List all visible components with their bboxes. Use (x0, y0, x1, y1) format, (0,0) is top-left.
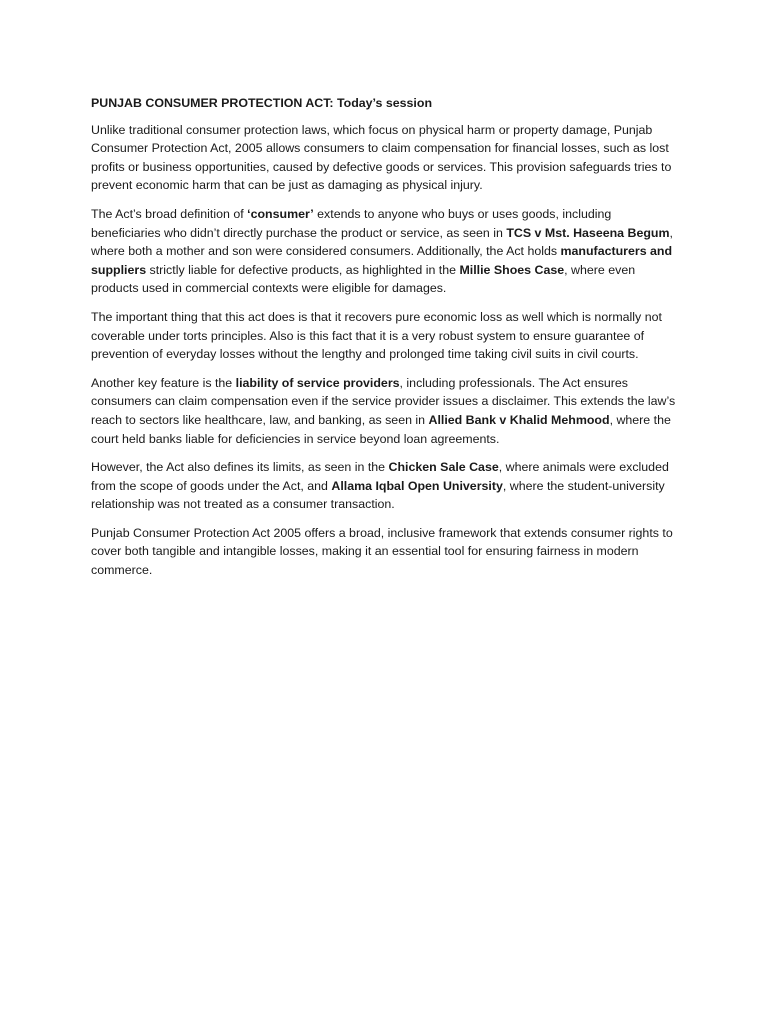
paragraph-6: Punjab Consumer Protection Act 2005 offers a broad, inclusive framework that extends consumer rights to cover both tangible and intangible losses, making it an essential tool for ensuring fairness in modern commerce. (91, 525, 673, 578)
paragraph-4-text-3: , where the court held banks liable for deficiencies in service beyond loan agreements. (91, 412, 671, 446)
paragraph-5-text-2: , where animals were excluded from the scope of goods under the Act, and (91, 460, 669, 493)
paragraph-5 (91, 458, 681, 514)
paragraph-2-text-5: , where even products used in commercial contexts were eligible for damages. (91, 262, 636, 296)
paragraph-2-text-2: extends to anyone who buys or uses goods, including beneficiaries who didn’t directly purchase the product or service, as seen in (91, 206, 612, 240)
paragraph-2-bold-consumer: ‘consumer’ (247, 206, 314, 221)
paragraph-3: The important thing that this act does is that it recovers pure economic loss as well which is normally not coverable under torts principles. Also is this fact that it is a very robust system to ensure guarantee of prevention of everyday losses without the lengthy and prolonged time taking civil suits in civil courts. (91, 309, 662, 362)
paragraph-2-text-1: The Act’s broad definition of (91, 206, 248, 221)
paragraph-2-bold-tcs-case: TCS v Mst. Haseena Begum (506, 225, 670, 240)
paragraph-4-bold-service-providers: liability of service providers (235, 375, 400, 390)
paragraph-5-text-3: , where the student-university relationship was not treated as a consumer transaction. (91, 478, 665, 512)
paragraph-2 (91, 205, 681, 298)
paragraph-4-text-1: Another key feature is the (91, 375, 236, 390)
document-body (91, 94, 681, 590)
paragraph-5-text-1: However, the Act also defines its limits, as seen in the (91, 460, 389, 475)
paragraph-4-bold-allied-bank: Allied Bank v Khalid Mehmood (428, 412, 610, 427)
paragraph-2-text-3: , where both a mother and son were considered consumers. Additionally, the Act holds (91, 225, 673, 259)
paragraph-2-bold-manufacturers: manufacturers and suppliers (91, 244, 673, 277)
paragraph-2-bold-millie-shoes: Millie Shoes Case (459, 262, 565, 277)
paragraph-5-bold-aiou: Allama Iqbal Open University (331, 478, 503, 493)
paragraph-2-text-4: strictly liable for defective products, as highlighted in the (146, 262, 460, 277)
paragraph-4-text-2: , including professionals. The Act ensures consumers can claim compensation even if the service provider issues a disclaimer. This extends the law’s reach to sectors like healthcare, law, and banking, as seen in (91, 375, 676, 427)
paragraph-4 (91, 374, 681, 448)
paragraph-5-bold-chicken-sale: Chicken Sale Case (388, 460, 499, 475)
paragraph-1: Unlike traditional consumer protection laws, which focus on physical harm or property damage, Punjab Consumer Protection Act, 2005 allows consumers to claim compensation for financial losses, such as lost profits or business opportunities, caused by defective goods or services. This provision safeguards tries to prevent economic harm that can be just as damaging as physical injury. (91, 122, 672, 193)
document-title: PUNJAB CONSUMER PROTECTION ACT: Today’s session (91, 96, 433, 110)
